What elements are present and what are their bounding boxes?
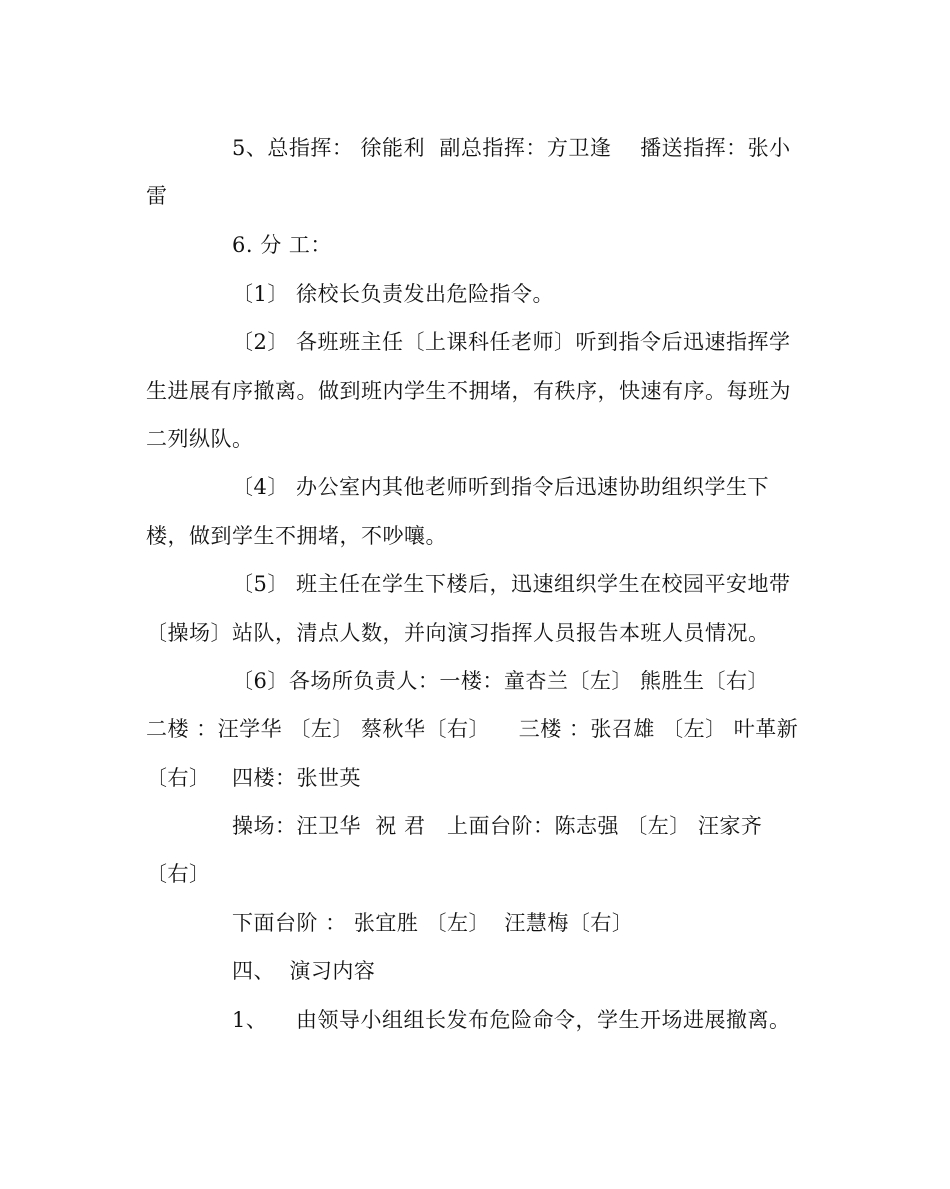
text-line-commanders-cont: 雷 <box>146 184 168 208</box>
text-line-commanders: 5、总指挥： 徐能利 副总指挥：方卫逢 播送指挥：张小 <box>232 136 791 160</box>
text-line-item-1: 〔1〕 徐校长负责发出危险指令。 <box>232 282 555 306</box>
text-line-item-4-cont: 楼，做到学生不拥堵，不吵嚷。 <box>146 524 447 548</box>
text-line-item-6: 〔6〕各场所负责人：一楼：童杏兰〔左〕 熊胜生〔右〕 <box>232 669 770 693</box>
text-line-drill-step-1: 1、 由领导小组组长发布危险命令，学生开场进展撤离。 <box>232 1008 791 1032</box>
text-line-item-2-cont-b: 二列纵队。 <box>146 427 254 451</box>
section-heading-drill-content: 四、 演习内容 <box>232 959 376 983</box>
text-line-item-6-floors: 二楼 ：汪学华 〔左〕 蔡秋华〔右〕 三楼 ：张召雄 〔左〕 叶革新 <box>146 717 799 741</box>
text-line-item-6-floor4: 〔右〕 四楼：张世英 <box>146 766 362 790</box>
text-line-item-2: 〔2〕 各班班主任〔上课科任老师〕听到指令后迅速指挥学 <box>232 330 791 354</box>
text-line-item-5: 〔5〕 班主任在学生下楼后，迅速组织学生在校园平安地带 <box>232 572 791 596</box>
text-line-playground-cont: 〔右〕 <box>146 862 211 886</box>
text-line-item-5-cont: 〔操场〕站队，清点人数，并向演习指挥人员报告本班人员情况。 <box>146 621 770 645</box>
text-line-division-heading: 6. 分 工： <box>232 233 332 257</box>
text-line-lower-steps: 下面台阶 ： 张宜胜 〔左〕 汪慧梅〔右〕 <box>232 911 634 935</box>
text-line-item-4: 〔4〕 办公室内其他老师听到指令后迅速协助组织学生下 <box>232 475 770 499</box>
text-line-item-2-cont-a: 生进展有序撤离。做到班内学生不拥堵，有秩序，快速有序。每班为 <box>146 379 791 403</box>
text-line-playground: 操场：汪卫华 祝 君 上面台阶：陈志强 〔左〕 汪家齐 <box>232 814 763 838</box>
